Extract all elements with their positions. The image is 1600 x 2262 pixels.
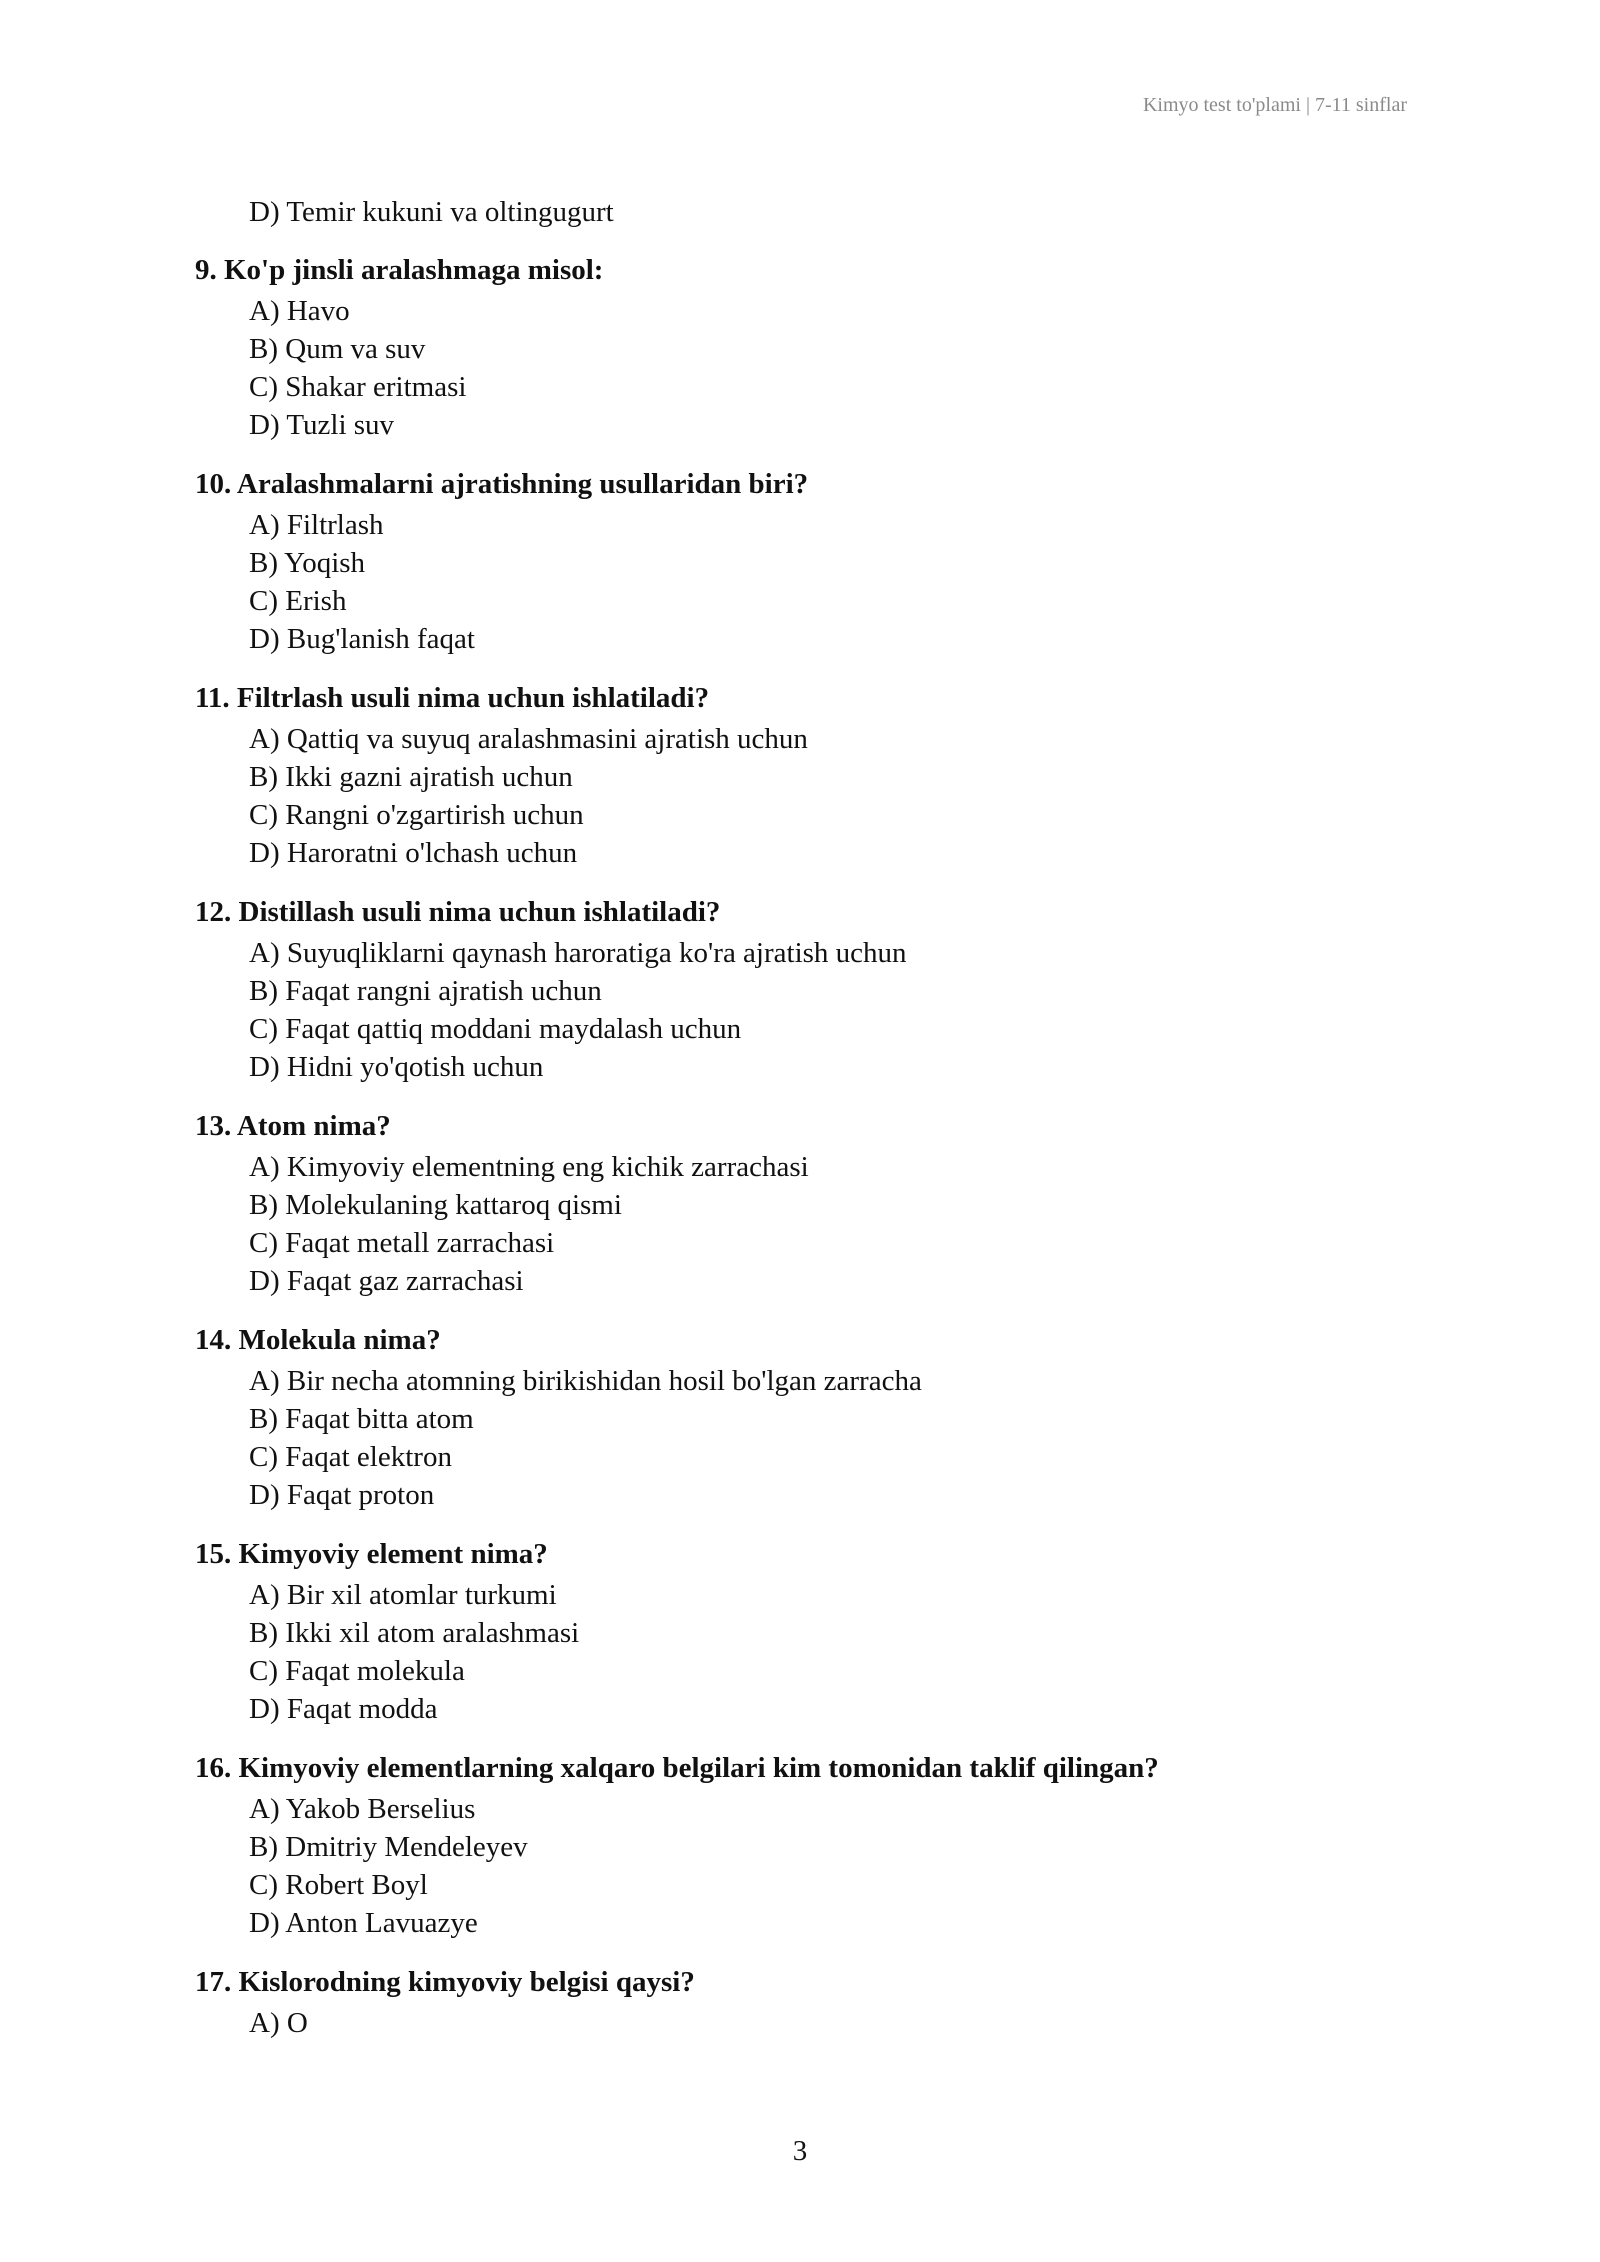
question-title: 14. Molekula nima?	[195, 1324, 441, 1356]
answer-option: A) Yakob Berselius	[249, 1793, 476, 1825]
question-title: 15. Kimyoviy element nima?	[195, 1538, 548, 1570]
answer-option: C) Faqat molekula	[249, 1655, 465, 1687]
answer-option: A) Filtrlash	[249, 509, 384, 541]
answer-option: B) Ikki gazni ajratish uchun	[249, 761, 573, 793]
questions-container	[195, 250, 1415, 2042]
answer-option: B) Yoqish	[249, 547, 366, 579]
answer-option: C) Robert Boyl	[249, 1869, 428, 1901]
question-block	[195, 1106, 1415, 1300]
answer-option: D) Anton Lavuazye	[249, 1907, 478, 1939]
answer-option: C) Rangni o'zgartirish uchun	[249, 799, 584, 831]
answer-option: C) Shakar eritmasi	[249, 371, 467, 403]
answer-option: A) Bir necha atomning birikishidan hosil bo'lgan zarracha	[249, 1365, 922, 1397]
answer-option: B) Dmitriy Mendeleyev	[249, 1831, 528, 1863]
question-title: 11. Filtrlash usuli nima uchun ishlatiladi?	[195, 682, 710, 714]
question-list	[195, 193, 1415, 2062]
answer-option: D) Haroratni o'lchash uchun	[249, 837, 578, 869]
question-title: 9. Ko'p jinsli aralashmaga misol:	[195, 254, 604, 286]
answer-option: C) Faqat metall zarrachasi	[249, 1227, 555, 1259]
answer-option: D) Faqat modda	[249, 1693, 438, 1725]
answer-option: C) Faqat qattiq moddani maydalash uchun	[249, 1013, 742, 1045]
page-number: 3	[792, 2135, 808, 2167]
answer-option: B) Molekulaning kattaroq qismi	[249, 1189, 622, 1221]
question-block	[195, 678, 1415, 872]
question-block	[195, 250, 1415, 444]
answer-option: B) Qum va suv	[249, 333, 426, 365]
question-block	[195, 464, 1415, 658]
answer-option: D) Faqat gaz zarrachasi	[249, 1265, 524, 1297]
question-title: 12. Distillash usuli nima uchun ishlatiladi?	[195, 896, 721, 928]
answer-option: D) Hidni yo'qotish uchun	[249, 1051, 544, 1083]
answer-option: A) Kimyoviy elementning eng kichik zarrachasi	[249, 1151, 809, 1183]
answer-option: A) Bir xil atomlar turkumi	[249, 1579, 557, 1611]
question-title: 10. Aralashmalarni ajratishning usullaridan biri?	[195, 468, 809, 500]
continued-option: D) Temir kukuni va oltingugurt	[249, 196, 614, 228]
question-block	[195, 892, 1415, 1086]
question-title: 17. Kislorodning kimyoviy belgisi qaysi?	[195, 1966, 695, 1998]
answer-option: C) Erish	[249, 585, 347, 617]
answer-option: B) Faqat bitta atom	[249, 1403, 474, 1435]
question-block	[195, 1534, 1415, 1728]
answer-option: B) Ikki xil atom aralashmasi	[249, 1617, 580, 1649]
answer-option: A) Qattiq va suyuq aralashmasini ajratish uchun	[249, 723, 808, 755]
answer-option: D) Bug'lanish faqat	[249, 623, 475, 655]
answer-option: B) Faqat rangni ajratish uchun	[249, 975, 602, 1007]
answer-option: A) Havo	[249, 295, 350, 327]
answer-option: A) O	[249, 2007, 308, 2039]
running-header: Kimyo test to'plami | 7-11 sinflar	[1142, 94, 1407, 116]
answer-option: A) Suyuqliklarni qaynash haroratiga ko'ra ajratish uchun	[249, 937, 907, 969]
question-title: 13. Atom nima?	[195, 1110, 391, 1142]
answer-option: D) Faqat proton	[249, 1479, 435, 1511]
answer-option: D) Tuzli suv	[249, 409, 395, 441]
question-block	[195, 1748, 1415, 1942]
answer-option: C) Faqat elektron	[249, 1441, 452, 1473]
question-title: 16. Kimyoviy elementlarning xalqaro belgilari kim tomonidan taklif qilingan?	[195, 1752, 1159, 1784]
question-block	[195, 1962, 1415, 2042]
question-block	[195, 1320, 1415, 1514]
